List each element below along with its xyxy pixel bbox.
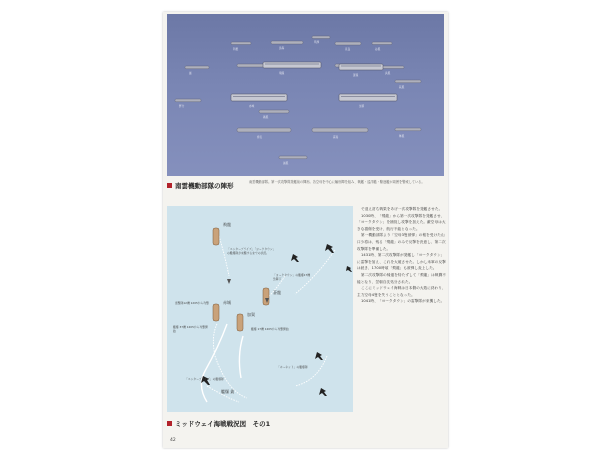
aircraft-icon bbox=[315, 352, 323, 360]
photo-caption: 南雲機動部隊。第一次攻撃隊発艦前の陣形。各空母を中心に輪形陣を組み、戦艦・巡洋艦・駆逐艦が周囲を警戒している。 bbox=[249, 180, 425, 184]
caption-marker-icon bbox=[167, 183, 172, 188]
ship-akagi bbox=[213, 304, 219, 321]
ship-label: 筑摩 bbox=[314, 41, 320, 44]
ship-label: 蒼龍 bbox=[353, 74, 359, 77]
ship-model bbox=[231, 42, 251, 45]
body-text-column bbox=[357, 206, 446, 434]
ship-label: 嵐 bbox=[189, 72, 192, 75]
ship-label: 野分 bbox=[179, 105, 185, 108]
photo-caption-title bbox=[167, 180, 234, 190]
ship-model bbox=[395, 128, 421, 131]
note-4: 艦爆 17機 1205から攻撃開始 bbox=[251, 327, 289, 331]
page-number: 42 bbox=[170, 438, 176, 443]
ship-label: 谷風 bbox=[375, 48, 381, 51]
aircraft-icon bbox=[346, 266, 352, 272]
ship-model bbox=[185, 66, 209, 69]
paragraph: 1431時、第二次攻撃隊が発艦し「ヨークタウン」に雷撃を加え、これを大破させた。しかし米軍の反撃は続き、1700時頃「飛龍」も被弾し炎上した。 bbox=[357, 253, 446, 271]
paragraph: 第二次攻撃隊の帰還を待たずして「飛龍」は戦闘不能となり、翌朝自沈処分された。 bbox=[357, 272, 446, 284]
track-line bbox=[213, 324, 247, 398]
ship-model bbox=[259, 110, 289, 113]
note-7: 「ホーネット」の艦爆隊 bbox=[277, 365, 308, 369]
approach-line bbox=[239, 336, 243, 378]
aircraft-icon bbox=[325, 244, 334, 253]
ship-model bbox=[312, 36, 330, 39]
ship-model bbox=[372, 42, 392, 45]
caption-marker-icon bbox=[167, 421, 172, 426]
label-kaga: 加賀 bbox=[247, 312, 255, 317]
track-line bbox=[219, 236, 229, 276]
ship-label: 浜風 bbox=[385, 72, 391, 75]
ship-label: 加賀 bbox=[359, 105, 365, 108]
ship-model bbox=[395, 80, 421, 83]
ship-label: 萩風 bbox=[399, 86, 405, 89]
map-title: ミッドウェイ海戦戦況図 その1 bbox=[175, 419, 271, 428]
ship-label: 赤城 bbox=[249, 105, 255, 108]
ship-label: 鳥海 bbox=[279, 47, 285, 50]
ship-label: 長良 bbox=[345, 48, 351, 51]
fleet-ships-svg bbox=[167, 14, 444, 176]
note-5: 艦爆 37機 1205から攻撃開始 bbox=[173, 325, 208, 333]
ship-model bbox=[237, 128, 291, 132]
photo-title: 南雲機動部隊の陣形 bbox=[175, 181, 234, 190]
ship-model bbox=[382, 66, 404, 69]
paragraph: 1030時、「飛龍」から第一次攻撃隊を発艦させ、「ヨークタウン」を捕捉し攻撃を加えた。敵空母は大きな損傷を受け、航行不能となった。 bbox=[357, 213, 446, 231]
label-akagi: 赤城 bbox=[223, 300, 231, 305]
ship-label: 利根 bbox=[233, 48, 239, 51]
ship-soryu bbox=[263, 288, 269, 305]
map-caption-title bbox=[167, 418, 270, 428]
ship-kaga bbox=[237, 314, 243, 331]
carrier-model bbox=[339, 64, 383, 70]
ship-model bbox=[175, 99, 201, 102]
label-yorktown: 艦爆 叢 bbox=[221, 389, 235, 394]
ship-label: 舞風 bbox=[399, 135, 405, 138]
aircraft-icon bbox=[319, 388, 327, 396]
note-3: 雷撃隊12機 1205から攻撃 bbox=[175, 301, 209, 305]
ship-model bbox=[271, 41, 303, 44]
ship-label: 飛龍 bbox=[279, 72, 285, 75]
ship-model bbox=[279, 156, 307, 159]
carrier-model bbox=[231, 94, 287, 101]
arrow-icon bbox=[227, 279, 231, 284]
track-line bbox=[295, 356, 327, 386]
ship-model bbox=[335, 42, 361, 45]
aircraft-icon bbox=[291, 254, 299, 262]
note-1: 「エンタープライズ」「ヨークタウン」の艦爆隊が来襲するまでの状況。 bbox=[227, 247, 275, 255]
fleet-photo bbox=[167, 14, 444, 176]
note-6: 「エンタープライズ」の艦爆隊 bbox=[185, 377, 224, 381]
paragraph: で迎え討ち戦果をあげ一次攻撃隊を発艦させた。 bbox=[361, 207, 443, 211]
note-2: 「ヨークタウン」の艦爆17機 急降下 bbox=[273, 273, 311, 281]
paragraph: 第一機動部隊より「空母3隻被弾」の報を受けた山口少将は、残る「飛龍」のみで反撃を決意し、第二次攻撃隊を準備した。 bbox=[357, 233, 446, 251]
label-soryu: 蒼龍 bbox=[273, 290, 281, 295]
carrier-model bbox=[263, 62, 321, 68]
ship-model bbox=[312, 128, 368, 132]
ship-label: 霧島 bbox=[333, 136, 339, 139]
label-hiryu: 飛龍 bbox=[223, 222, 231, 227]
ship-label: 榛名 bbox=[257, 136, 263, 139]
ship-label: 磯風 bbox=[263, 116, 269, 119]
battle-map bbox=[167, 206, 353, 412]
carrier-model bbox=[339, 94, 397, 101]
paragraph: 1041時、「ヨークタウン」の雷撃隊が来襲した。 bbox=[361, 299, 445, 304]
ship-hiryu bbox=[213, 228, 219, 245]
ship-label: 浦風 bbox=[283, 162, 289, 165]
paragraph: ここにミッドウェイ海戦は日本側の大敗に終わり、主力空母4隻を失うこととなった。 bbox=[357, 286, 446, 297]
track-line bbox=[295, 250, 335, 294]
